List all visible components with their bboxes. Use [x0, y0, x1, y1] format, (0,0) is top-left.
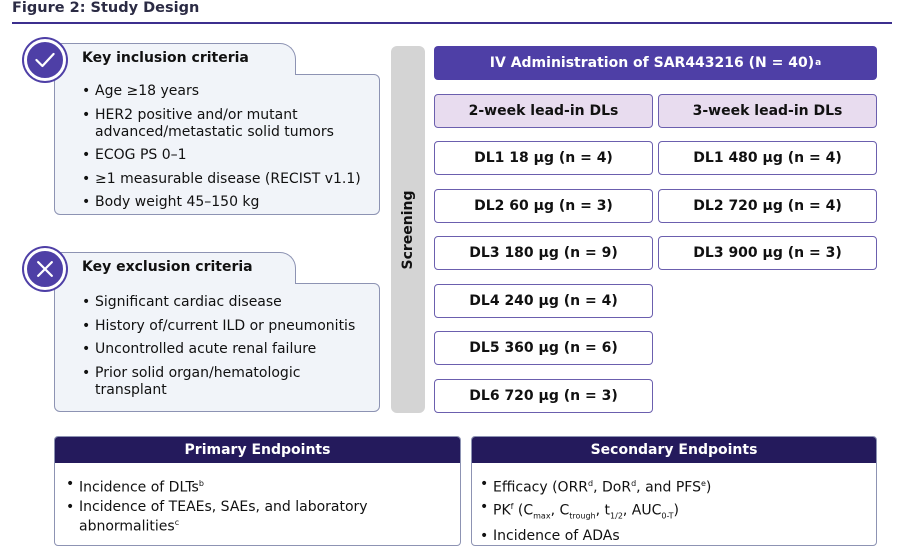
check-icon [24, 39, 66, 81]
exclusion-item: • Uncontrolled acute renal failure [82, 341, 372, 358]
cohort-2week-heading: 2-week lead-in DLs [434, 94, 653, 128]
inclusion-item: • Age ≥18 years [82, 83, 372, 100]
dose-level-box: DL6 720 µg (n = 3) [434, 379, 653, 413]
endpoint-item: • Incidence of DLTs$^b$ [66, 476, 456, 496]
exclusion-item: • Prior solid organ/hematologic transplant [82, 365, 322, 399]
dose-level-box: DL5 360 µg (n = 6) [434, 331, 653, 365]
inclusion-item: • Body weight 45–150 kg [82, 194, 372, 211]
primary-endpoints-list [66, 476, 456, 538]
dose-level-box: DL3 180 µg (n = 9) [434, 236, 653, 270]
endpoint-item: • Efficacy (ORR$^d$, DoR$^d$, and PFS$^e$) [480, 476, 870, 496]
exclusion-heading: Key exclusion criteria [82, 259, 253, 275]
secondary-endpoints-heading: Secondary Endpoints [472, 437, 876, 463]
exclusion-item: • History of/current ILD or pneumonitis [82, 318, 372, 335]
screening-bar [391, 46, 425, 413]
dose-level-box: DL1 18 µg (n = 4) [434, 141, 653, 175]
endpoint-item: • Incidence of ADAs [480, 528, 870, 544]
administration-header [434, 46, 877, 80]
primary-endpoints-box [54, 436, 461, 546]
inclusion-item: • ≥1 measurable disease (RECIST v1.1) [82, 171, 372, 188]
administration-footnote: a [815, 58, 822, 68]
dose-level-box: DL2 720 µg (n = 4) [658, 189, 877, 223]
dose-level-box: DL2 60 µg (n = 3) [434, 189, 653, 223]
inclusion-item: • ECOG PS 0–1 [82, 147, 372, 164]
x-icon [24, 248, 66, 290]
administration-label: IV Administration of SAR443216 (N = 40) [489, 55, 815, 71]
dose-level-box: DL1 480 µg (n = 4) [658, 141, 877, 175]
inclusion-list [82, 83, 372, 218]
endpoint-item: • $PK^f$ ($C_{max}$, $C_{trough}$, $t_{1/2}$, $AUC_{0-T}$) [480, 499, 870, 524]
exclusion-list [82, 294, 372, 405]
dose-level-box: DL3 900 µg (n = 3) [658, 236, 877, 270]
inclusion-item: • HER2 positive and/or mutant advanced/metastatic solid tumors [82, 107, 347, 141]
endpoint-item: • Incidence of TEAEs, SAEs, and laboratory abnormalities$^c$ [66, 499, 456, 535]
secondary-endpoints-list [480, 476, 870, 546]
exclusion-item: • Significant cardiac disease [82, 294, 372, 311]
inclusion-heading: Key inclusion criteria [82, 50, 249, 66]
cohort-3week-heading: 3-week lead-in DLs [658, 94, 877, 128]
primary-endpoints-heading: Primary Endpoints [55, 437, 460, 463]
title-divider [12, 22, 892, 24]
screening-label: Screening [400, 189, 416, 270]
secondary-endpoints-box [471, 436, 877, 546]
dose-level-box: DL4 240 µg (n = 4) [434, 284, 653, 318]
figure-title: Figure 2: Study Design [12, 0, 200, 16]
